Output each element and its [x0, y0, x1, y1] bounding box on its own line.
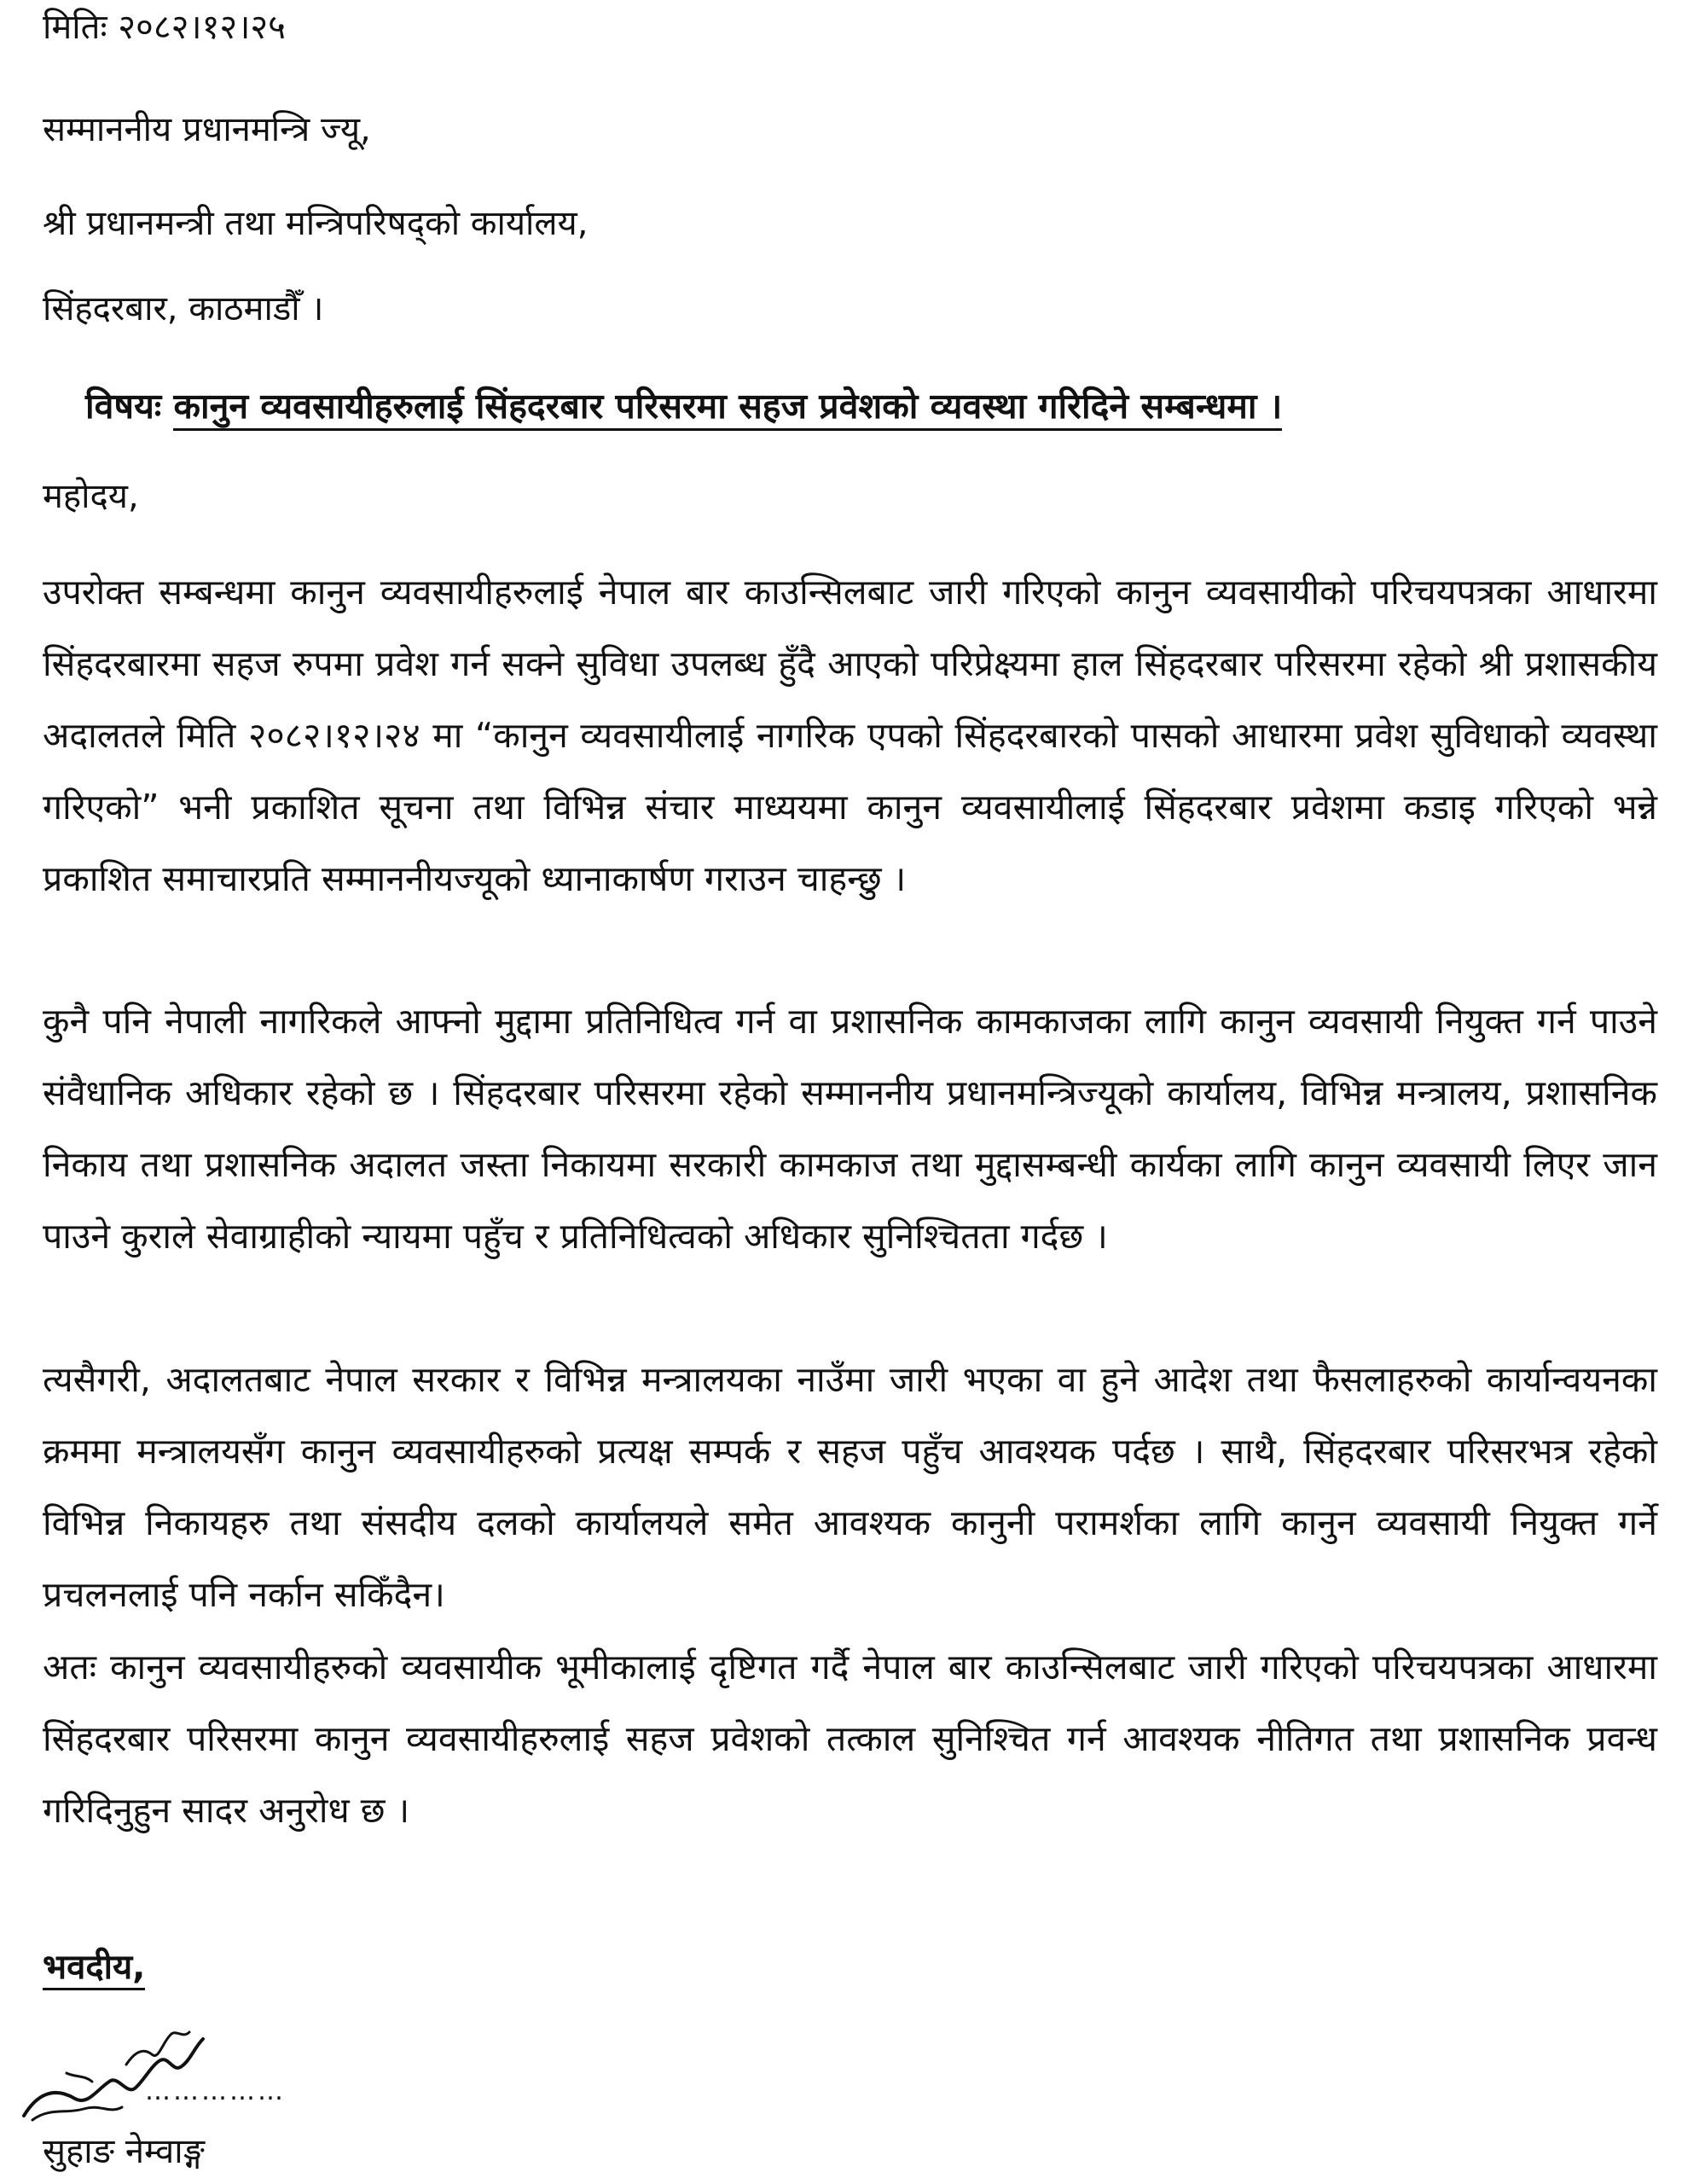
paragraph-request: अतः कानुन व्यवसायीहरुको व्यवसायीक भूमीकालाई दृष्टिगत गर्दै नेपाल बार काउन्सिलबाट जारी गरिएको परिचयपत्रका आधारमा सिंहदरबार परिसरमा कानुन व्यवसायीहरुलाई सहज प्रवेशको तत्काल सुनिश्चित गर्न आवश्यक नीतिगत तथा प्रशासनिक प्रवन्ध गरिदिनुहुन सादर अनुरोध छ ।	[43, 1647, 1657, 1831]
subject-label: विषयः	[85, 386, 162, 427]
addressee-place: सिंहदरबार, काठमाडौँ ।	[43, 289, 324, 328]
salutation: सम्माननीय प्रधानमन्त्रि ज्यू,	[43, 110, 371, 149]
signature-line: ……………	[145, 2077, 286, 2106]
paragraph-access: त्यसैगरी, अदालतबाट नेपाल सरकार र विभिन्न मन्त्रालयका नाउँमा जारी भएका वा हुने आदेश तथा फैसलाहरुको कार्यान्वयनका क्रममा मन्त्रालयसँग कानुन व्यवसायीहरुको प्रत्यक्ष सम्पर्क र सहज पहुँच आवश्यक पर्दछ । साथै, सिंहदरबार परिसरभत्र रहेको विभिन्न निकायहरु तथा संसदीय दलको कार्यालयले समेत आवश्यक कानुनी परामर्शका लागि कानुन व्यवसायी नियुक्त गर्ने प्रचलनलाई पनि नर्कान सकिँदैन।	[43, 1359, 1657, 1615]
paragraph-rights: कुनै पनि नेपाली नागरिकले आफ्नो मुद्दामा प्रतिनिधित्व गर्न वा प्रशासनिक कामकाजका लागि कानुन व्यवसायी नियुक्त गर्न पाउने संवैधानिक अधिकार रहेको छ । सिंहदरबार परिसरमा रहेको सम्माननीय प्रधानमन्त्रिज्यूको कार्यालय, विभिन्न मन्त्रालय, प्रशासनिक निकाय तथा प्रशासनिक अदालत जस्ता निकायमा सरकारी कामकाज तथा मुद्दासम्बन्धी कार्यका लागि कानुन व्यवसायी लिएर जान पाउने कुराले सेवाग्राहीको न्यायमा पहुँच र प्रतिनिधित्वको अधिकार सुनिश्चितता गर्दछ ।	[43, 1001, 1657, 1257]
date-line: मितिः २०८२।१२।२५	[43, 8, 286, 47]
signature-image	[15, 2013, 220, 2133]
addressee-office: श्री प्रधानमन्त्री तथा मन्त्रिपरिषद्को कार्यालय,	[43, 204, 589, 243]
closing: भवदीय,	[43, 1947, 145, 1990]
subject-text: कानुन व्यवसायीहरुलाई सिंहदरबार परिसरमा सहज प्रवेशको व्यवस्था गरिदिने सम्बन्धमा ।	[173, 386, 1282, 431]
subject-line	[85, 381, 1621, 429]
greeting: महोदय,	[43, 477, 139, 516]
signatory-name: सुहाङ नेम्वाङ्ग	[43, 2132, 205, 2171]
paragraph-intro: उपरोक्त सम्बन्धमा कानुन व्यवसायीहरुलाई नेपाल बार काउन्सिलबाट जारी गरिएको कानुन व्यवसायीको परिचयपत्रका आधारमा सिंहदरबारमा सहज रुपमा प्रवेश गर्न सक्ने सुविधा उपलब्ध हुँदै आएको परिप्रेक्ष्यमा हाल सिंहदरबार परिसरमा रहेको श्री प्रशासकीय अदालतले मिति २०८२।१२।२४ मा “कानुन व्यवसायीलाई नागरिक एपको सिंहदरबारको पासको आधारमा प्रवेश सुविधाको व्यवस्था गरिएको” भनी प्रकाशित सूचना तथा विभिन्न संचार माध्ययमा कानुन व्यवसायीलाई सिंहदरबार प्रवेशमा कडाइ गरिएको भन्ने प्रकाशित समाचारप्रति सम्माननीयज्यूको ध्यानाकार्षण गराउन चाहन्छु ।	[43, 572, 1657, 899]
